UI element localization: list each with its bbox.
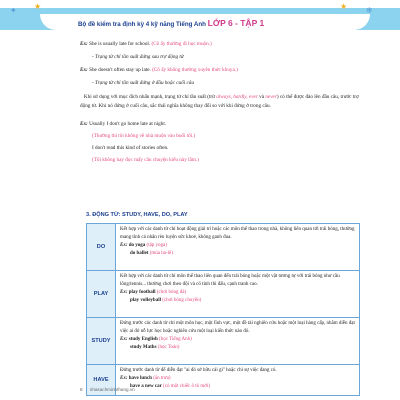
star-icon: ✦ <box>10 6 17 15</box>
publisher-site: nhasachminhthang.vn <box>89 387 135 392</box>
description-text: Kết hợp với các danh từ chỉ hoạt động giải trí hoặc các môn thể thao trong nhà, không liên quan tới trái bóng, thường mang tính cá nhân rèn luyện sức khoẻ, không ganh đua. <box>120 227 355 240</box>
example-line: study Maths (học Toán) <box>130 345 180 350</box>
star-icon: ★ <box>340 2 348 11</box>
example-line: Ex: do yoga (tập yoga) <box>120 243 167 248</box>
example-line: Ex: have lunch (ăn trưa) <box>120 376 171 381</box>
example-line: Ex: She doesn't often stay up late. (Cô ấy không thường xuyên thức khuya.) <box>80 67 238 73</box>
example-line: have a new car (có một chiếc ô tô mới) <box>130 384 210 389</box>
verb-cell: HAVE <box>87 365 116 395</box>
example-translation: (Tôi không hay đọc mấy câu chuyện kiểu này lắm.) <box>92 157 199 163</box>
description-text: Kết hợp với các danh từ chỉ môn thể thao liên quan đến trái bóng hoặc một vật tương tự với trái bóng như cầu lông/tennis... thường chơi theo đội và có tính thi đấu, cạnh tranh cao. <box>120 274 340 287</box>
verb-cell: STUDY <box>87 318 116 364</box>
table-row <box>87 224 359 270</box>
page-number: 8 <box>80 387 83 392</box>
verb-cell: DO <box>87 224 116 270</box>
example-line: I don't read this kind of stories often. <box>92 145 169 151</box>
explanation-paragraph: Khi sử dụng với mục đích nhấn mạnh, trạng từ chỉ tần suất (trừ always, hardly, ever và never) có thể được đảo lên đầu câu, trước trợ động từ. Khi nó đứng ở cuối câu, sắc thái nghĩa không thay đổi so với khi đứng ở trong câu. <box>80 94 359 109</box>
description-cell <box>116 365 359 395</box>
verb-table <box>86 223 360 396</box>
description-cell <box>116 271 359 317</box>
description-text: Đứng trước danh từ để diễn đạt "ai đó sở hữu cái gì" hoặc chỉ sự việc đang có. <box>120 368 277 373</box>
example-line: Ex: She is usually late for school. (Cô ấy thường đi học muộn.) <box>80 41 212 47</box>
example-line: Ex: play football (chơi bóng đá) <box>120 290 187 295</box>
header-title: Bộ đề kiểm tra định kỳ 4 kỹ năng Tiếng Anh LỚP 6 - TẬP 1 <box>78 18 265 28</box>
example-line: play volleyball (chơi bóng chuyền) <box>130 298 202 303</box>
table-row <box>87 270 359 317</box>
header-grade: LỚP 6 - TẬP 1 <box>207 18 265 28</box>
table-row <box>87 317 359 364</box>
example-line: Ex: Usually I don't go home late at night. <box>80 121 167 127</box>
grammar-note: - Trạng từ chỉ tần suất đứng sau trợ động từ <box>92 54 184 60</box>
star-icon: ★ <box>34 2 42 11</box>
page-header <box>0 0 400 34</box>
example-line: Ex: study English (học Tiếng Anh) <box>120 337 192 342</box>
page-footer: 8 | nhasachminhthang.vn <box>80 387 135 392</box>
example-line: do ballet (múa ba-lê) <box>130 251 173 256</box>
description-text: Đứng trước các danh từ chỉ một môn học, một lĩnh vực, một đề tài nghiên cứu hoặc một loại hàng cấp, nhằm diễn đạt việc ai đó nỗ lực học hoặc nghiên cứu một loại kiến thức nào đó. <box>120 321 355 334</box>
section-title: 3. ĐỘNG TỪ: STUDY, HAVE, DO, PLAY <box>86 212 188 218</box>
description-cell <box>116 224 359 270</box>
verb-cell: PLAY <box>87 271 116 317</box>
description-cell <box>116 318 359 364</box>
grammar-note: - Trạng từ chỉ tần suất đứng ở đầu hoặc cuối câu <box>92 80 194 86</box>
snowflake-icon: ❄ <box>366 6 373 15</box>
example-translation: (Thường thì tôi không về nhà muộn vào buổi tối.) <box>92 133 196 139</box>
